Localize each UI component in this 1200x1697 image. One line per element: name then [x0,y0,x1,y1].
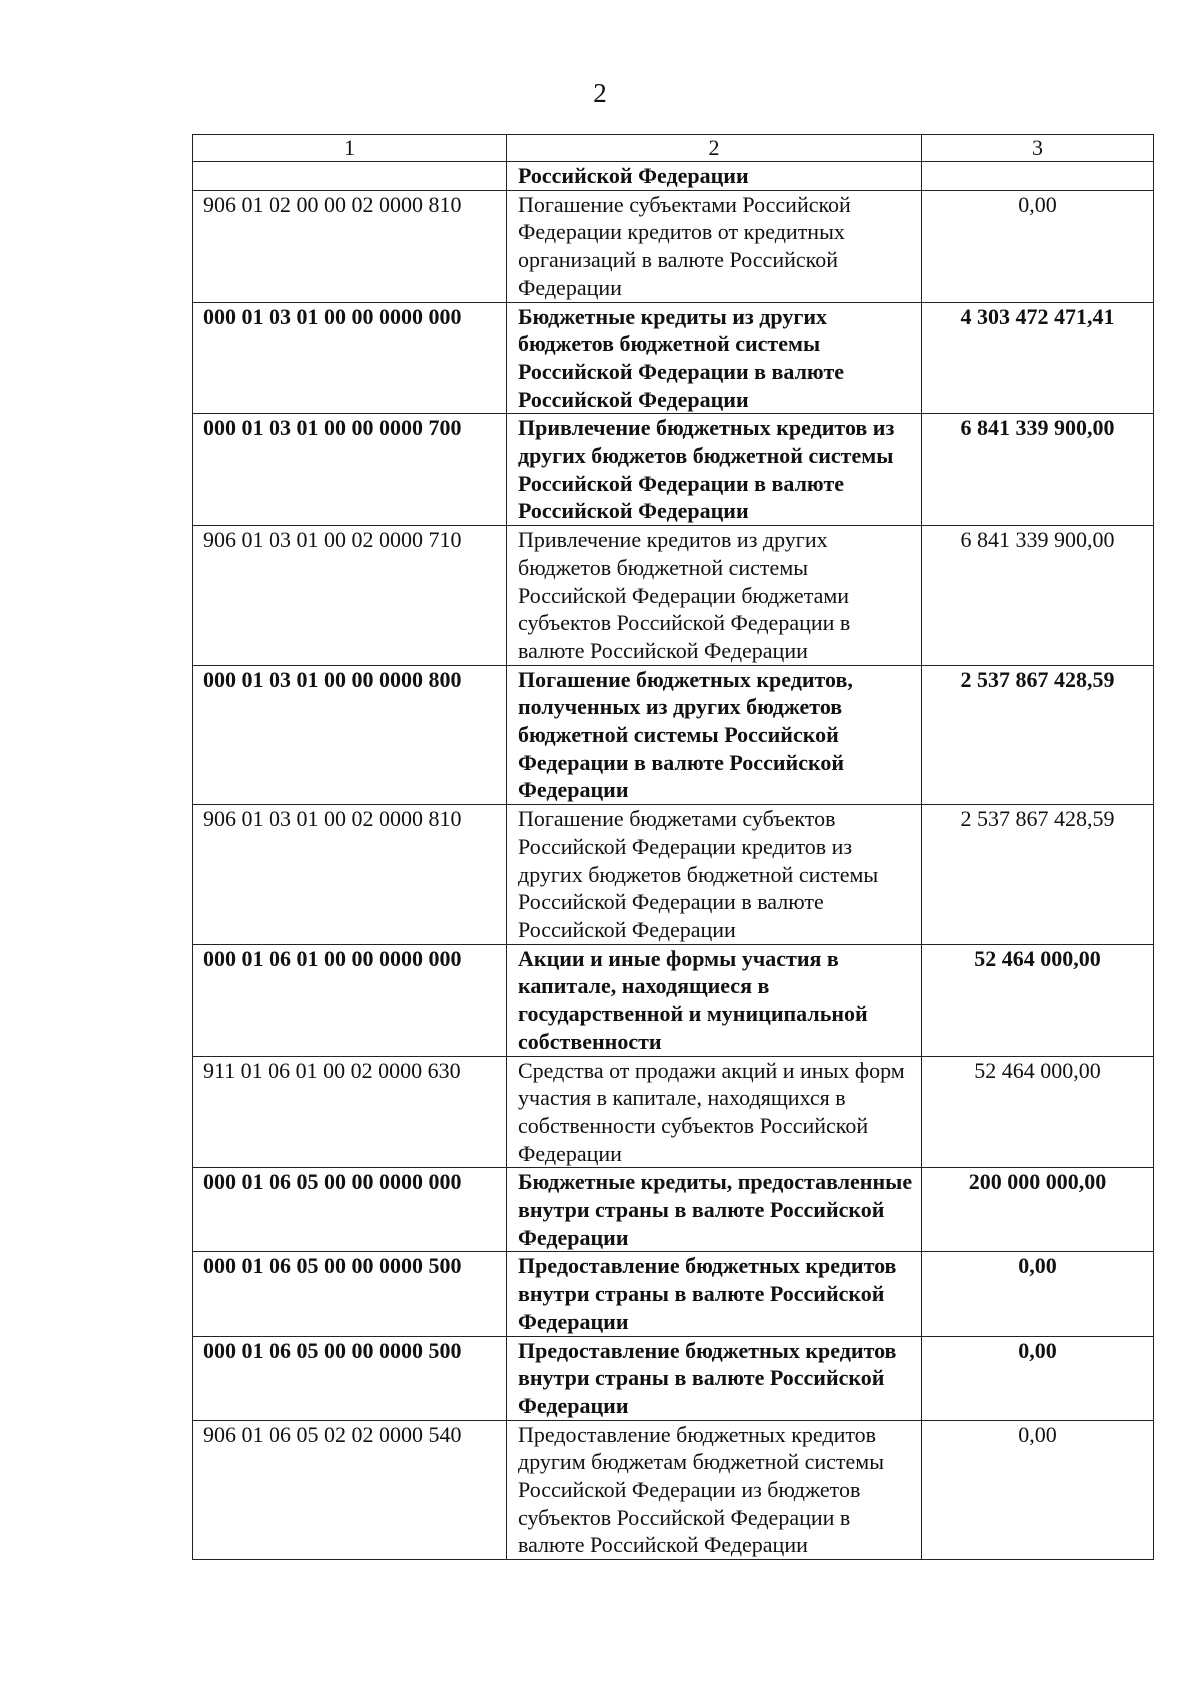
description-cell: Бюджетные кредиты, предоставленные внутри страны в валюте Российской Федерации [507,1168,922,1252]
table-row [193,1056,1154,1168]
table-row [193,1420,1154,1560]
budget-code-cell: 000 01 06 05 00 00 0000 500 [193,1252,507,1336]
amount-cell: 0,00 [922,1336,1154,1420]
table-row [193,665,1154,805]
table-row [193,414,1154,526]
description-cell: Погашение субъектами Российской Федерации кредитов от кредитных организаций в валюте Российской Федерации [507,190,922,302]
table-body [193,162,1154,1560]
amount-cell: 0,00 [922,1420,1154,1560]
table-row [193,944,1154,1056]
description-cell: Средства от продажи акций и иных форм участия в капитале, находящихся в собственности субъектов Российской Федерации [507,1056,922,1168]
amount-cell: 2 537 867 428,59 [922,805,1154,945]
description-cell: Российской Федерации [507,162,922,191]
table-row [193,1336,1154,1420]
budget-code-cell: 906 01 03 01 00 02 0000 710 [193,526,507,666]
table-row [193,805,1154,945]
amount-cell: 6 841 339 900,00 [922,414,1154,526]
description-cell: Привлечение кредитов из других бюджетов бюджетной системы Российской Федерации бюджетами субъектов Российской Федерации в валюте Российской Федерации [507,526,922,666]
amount-cell: 0,00 [922,1252,1154,1336]
description-cell: Предоставление бюджетных кредитов другим бюджетам бюджетной системы Российской Федерации из бюджетов субъектов Российской Федерации в валюте Российской Федерации [507,1420,922,1560]
description-cell: Акции и иные формы участия в капитале, находящиеся в государственной и муниципальной собственности [507,944,922,1056]
column-header-amount: 3 [922,135,1154,162]
description-cell: Погашение бюджетных кредитов, полученных из других бюджетов бюджетной системы Российской Федерации в валюте Российской Федерации [507,665,922,805]
column-header-code: 1 [193,135,507,162]
description-cell: Предоставление бюджетных кредитов внутри страны в валюте Российской Федерации [507,1252,922,1336]
budget-code-cell [193,162,507,191]
budget-code-cell: 000 01 06 01 00 00 0000 000 [193,944,507,1056]
amount-cell: 52 464 000,00 [922,944,1154,1056]
amount-cell: 200 000 000,00 [922,1168,1154,1252]
budget-code-cell: 906 01 03 01 00 02 0000 810 [193,805,507,945]
amount-cell [922,162,1154,191]
budget-code-cell: 000 01 03 01 00 00 0000 700 [193,414,507,526]
table-row [193,302,1154,414]
budget-code-cell: 906 01 06 05 02 02 0000 540 [193,1420,507,1560]
budget-code-cell: 000 01 06 05 00 00 0000 500 [193,1336,507,1420]
table-row [193,162,1154,191]
table-row [193,1252,1154,1336]
table-row [193,1168,1154,1252]
budget-sources-table [192,134,1154,1560]
description-cell: Предоставление бюджетных кредитов внутри страны в валюте Российской Федерации [507,1336,922,1420]
budget-code-cell: 906 01 02 00 00 02 0000 810 [193,190,507,302]
budget-code-cell: 000 01 03 01 00 00 0000 800 [193,665,507,805]
table-row [193,190,1154,302]
description-cell: Погашение бюджетами субъектов Российской Федерации кредитов из других бюджетов бюджетной системы Российской Федерации в валюте Российской Федерации [507,805,922,945]
amount-cell: 52 464 000,00 [922,1056,1154,1168]
column-header-description: 2 [507,135,922,162]
description-cell: Привлечение бюджетных кредитов из других бюджетов бюджетной системы Российской Федерации в валюте Российской Федерации [507,414,922,526]
amount-cell: 6 841 339 900,00 [922,526,1154,666]
amount-cell: 0,00 [922,190,1154,302]
page-number: 2 [593,78,607,108]
amount-cell: 2 537 867 428,59 [922,665,1154,805]
table-header-row [193,135,1154,162]
budget-code-cell: 000 01 03 01 00 00 0000 000 [193,302,507,414]
description-cell: Бюджетные кредиты из других бюджетов бюджетной системы Российской Федерации в валюте Российской Федерации [507,302,922,414]
amount-cell: 4 303 472 471,41 [922,302,1154,414]
budget-code-cell: 911 01 06 01 00 02 0000 630 [193,1056,507,1168]
budget-code-cell: 000 01 06 05 00 00 0000 000 [193,1168,507,1252]
table-row [193,526,1154,666]
